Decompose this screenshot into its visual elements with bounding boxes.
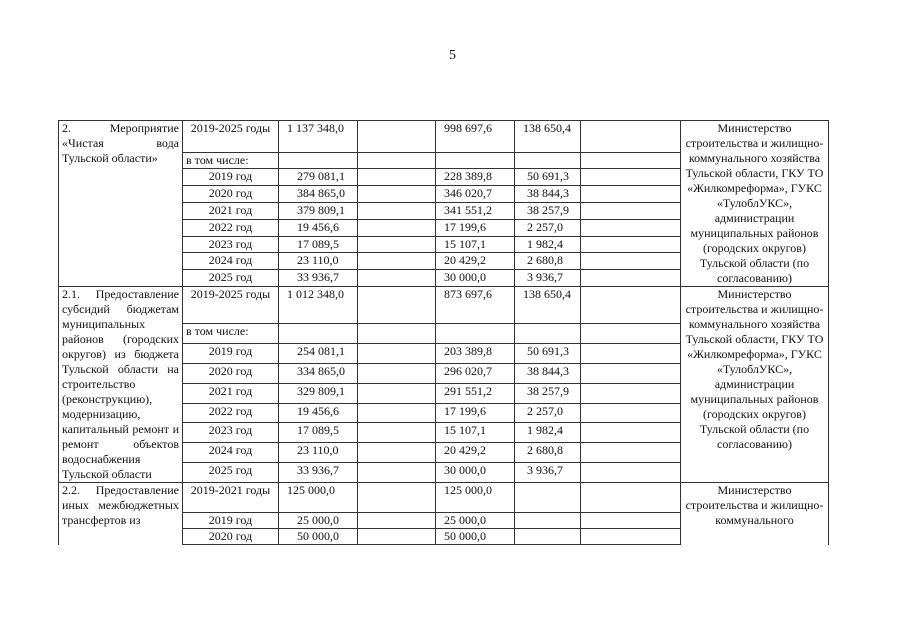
responsible-executor: Министерство строительства и жилищно-коммунального — [681, 483, 829, 545]
year-total-cell: 17 089,5 — [279, 423, 358, 443]
empty-cell — [581, 443, 681, 463]
year-local-cell: 38 257,9 — [515, 202, 581, 219]
budget-table — [58, 120, 829, 545]
empty-cell — [581, 169, 681, 186]
empty-cell — [358, 121, 436, 153]
responsible-executor: Министерство строительства и жилищно-коммунального хозяйства Тульской области, ГКУ ТО «Жилкомреформа», ГУКС «ТулоблУКС», администрации муниципальных районов (городских округов) Тульской области (по согласованию) — [681, 121, 829, 287]
empty-cell — [515, 324, 581, 344]
year-total-cell: 19 456,6 — [279, 219, 358, 236]
year-regional-cell: 30 000,0 — [436, 270, 515, 287]
measure-name: 2.2. Предоставление иных межбюджетных трансфертов из — [59, 483, 183, 545]
year-cell: 2021 год — [183, 383, 279, 403]
total-cell: 1 012 348,0 — [279, 287, 358, 324]
year-local-cell: 50 691,3 — [515, 344, 581, 364]
year-regional-cell: 296 020,7 — [436, 363, 515, 383]
empty-cell — [358, 287, 436, 324]
year-local-cell: 3 936,7 — [515, 463, 581, 483]
local-budget-cell: 138 650,4 — [515, 287, 581, 324]
empty-cell — [581, 463, 681, 483]
year-cell: 2019 год — [183, 169, 279, 186]
page-number: 5 — [449, 48, 456, 63]
table-row — [59, 287, 829, 324]
empty-cell — [581, 202, 681, 219]
empty-cell — [358, 529, 436, 545]
year-total-cell: 17 089,5 — [279, 236, 358, 253]
empty-cell — [358, 363, 436, 383]
including-label: в том числе: — [183, 324, 279, 344]
year-regional-cell: 20 429,2 — [436, 443, 515, 463]
year-local-cell — [515, 529, 581, 545]
year-cell: 2025 год — [183, 463, 279, 483]
year-regional-cell: 228 389,8 — [436, 169, 515, 186]
year-total-cell: 50 000,0 — [279, 529, 358, 545]
year-cell: 2019 год — [183, 513, 279, 529]
empty-cell — [358, 253, 436, 270]
empty-cell — [358, 463, 436, 483]
year-regional-cell: 15 107,1 — [436, 236, 515, 253]
year-total-cell: 279 081,1 — [279, 169, 358, 186]
empty-cell — [358, 423, 436, 443]
year-total-cell: 25 000,0 — [279, 513, 358, 529]
year-cell: 2021 год — [183, 202, 279, 219]
year-total-cell: 329 809,1 — [279, 383, 358, 403]
year-regional-cell: 30 000,0 — [436, 463, 515, 483]
year-total-cell: 384 865,0 — [279, 186, 358, 203]
year-cell: 2020 год — [183, 186, 279, 203]
year-total-cell: 23 110,0 — [279, 443, 358, 463]
year-regional-cell: 291 551,2 — [436, 383, 515, 403]
year-regional-cell: 15 107,1 — [436, 423, 515, 443]
empty-cell — [581, 483, 681, 513]
empty-cell — [358, 186, 436, 203]
year-local-cell — [515, 513, 581, 529]
including-label: в том числе: — [183, 152, 279, 169]
empty-cell — [358, 152, 436, 169]
year-local-cell: 1 982,4 — [515, 423, 581, 443]
responsible-executor: Министерство строительства и жилищно-коммунального хозяйства Тульской области, ГКУ ТО «Жилкомреформа», ГУКС «ТулоблУКС», администрации муниципальных районов (городских округов) Тульской области (по согласованию) — [681, 287, 829, 483]
empty-cell — [581, 344, 681, 364]
period-cell: 2019-2021 годы — [183, 483, 279, 513]
year-cell: 2023 год — [183, 236, 279, 253]
year-local-cell: 38 844,3 — [515, 363, 581, 383]
year-regional-cell: 25 000,0 — [436, 513, 515, 529]
year-regional-cell: 341 551,2 — [436, 202, 515, 219]
total-cell: 125 000,0 — [279, 483, 358, 513]
empty-cell — [581, 236, 681, 253]
year-total-cell: 33 936,7 — [279, 270, 358, 287]
year-local-cell: 1 982,4 — [515, 236, 581, 253]
year-total-cell: 23 110,0 — [279, 253, 358, 270]
measure-name: 2. Мероприятие «Чистая вода Тульской области» — [59, 121, 183, 287]
year-local-cell: 38 844,3 — [515, 186, 581, 203]
empty-cell — [358, 443, 436, 463]
year-cell: 2022 год — [183, 403, 279, 423]
empty-cell — [436, 324, 515, 344]
empty-cell — [358, 344, 436, 364]
year-local-cell: 38 257,9 — [515, 383, 581, 403]
year-regional-cell: 20 429,2 — [436, 253, 515, 270]
year-total-cell: 254 081,1 — [279, 344, 358, 364]
year-regional-cell: 346 020,7 — [436, 186, 515, 203]
empty-cell — [581, 513, 681, 529]
year-total-cell: 379 809,1 — [279, 202, 358, 219]
period-cell: 2019-2025 годы — [183, 287, 279, 324]
empty-cell — [436, 152, 515, 169]
empty-cell — [581, 324, 681, 344]
empty-cell — [358, 219, 436, 236]
year-local-cell: 2 257,0 — [515, 403, 581, 423]
year-total-cell: 33 936,7 — [279, 463, 358, 483]
regional-budget-cell: 125 000,0 — [436, 483, 515, 513]
empty-cell — [581, 529, 681, 545]
empty-cell — [581, 219, 681, 236]
year-regional-cell: 50 000,0 — [436, 529, 515, 545]
empty-cell — [581, 253, 681, 270]
year-local-cell: 2 257,0 — [515, 219, 581, 236]
year-local-cell: 3 936,7 — [515, 270, 581, 287]
table-row — [59, 121, 829, 153]
empty-cell — [581, 186, 681, 203]
empty-cell — [358, 403, 436, 423]
empty-cell — [581, 403, 681, 423]
regional-budget-cell: 998 697,6 — [436, 121, 515, 153]
year-cell: 2019 год — [183, 344, 279, 364]
empty-cell — [581, 363, 681, 383]
empty-cell — [358, 324, 436, 344]
local-budget-cell: 138 650,4 — [515, 121, 581, 153]
empty-cell — [581, 383, 681, 403]
empty-cell — [358, 483, 436, 513]
year-local-cell: 50 691,3 — [515, 169, 581, 186]
year-cell: 2024 год — [183, 443, 279, 463]
year-cell: 2020 год — [183, 529, 279, 545]
year-total-cell: 19 456,6 — [279, 403, 358, 423]
measure-name: 2.1. Предоставление субсидий бюджетам муниципальных районов (городских округов) из бюджета Тульской области на строительство (реконструкцию), модернизацию, капитальный ремонт и ремонт объектов водоснабжения Тульской области — [59, 287, 183, 483]
year-cell: 2023 год — [183, 423, 279, 443]
empty-cell — [581, 152, 681, 169]
empty-cell — [581, 121, 681, 153]
empty-cell — [358, 202, 436, 219]
local-budget-cell — [515, 483, 581, 513]
year-regional-cell: 203 389,8 — [436, 344, 515, 364]
year-cell: 2024 год — [183, 253, 279, 270]
empty-cell — [358, 169, 436, 186]
period-cell: 2019-2025 годы — [183, 121, 279, 153]
empty-cell — [581, 287, 681, 324]
year-regional-cell: 17 199,6 — [436, 403, 515, 423]
empty-cell — [358, 236, 436, 253]
year-local-cell: 2 680,8 — [515, 443, 581, 463]
empty-cell — [358, 513, 436, 529]
empty-cell — [581, 423, 681, 443]
table-row — [59, 483, 829, 513]
year-cell: 2020 год — [183, 363, 279, 383]
empty-cell — [279, 324, 358, 344]
empty-cell — [358, 270, 436, 287]
total-cell: 1 137 348,0 — [279, 121, 358, 153]
empty-cell — [515, 152, 581, 169]
year-cell: 2022 год — [183, 219, 279, 236]
year-local-cell: 2 680,8 — [515, 253, 581, 270]
empty-cell — [279, 152, 358, 169]
empty-cell — [358, 383, 436, 403]
empty-cell — [581, 270, 681, 287]
year-regional-cell: 17 199,6 — [436, 219, 515, 236]
year-total-cell: 334 865,0 — [279, 363, 358, 383]
year-cell: 2025 год — [183, 270, 279, 287]
regional-budget-cell: 873 697,6 — [436, 287, 515, 324]
